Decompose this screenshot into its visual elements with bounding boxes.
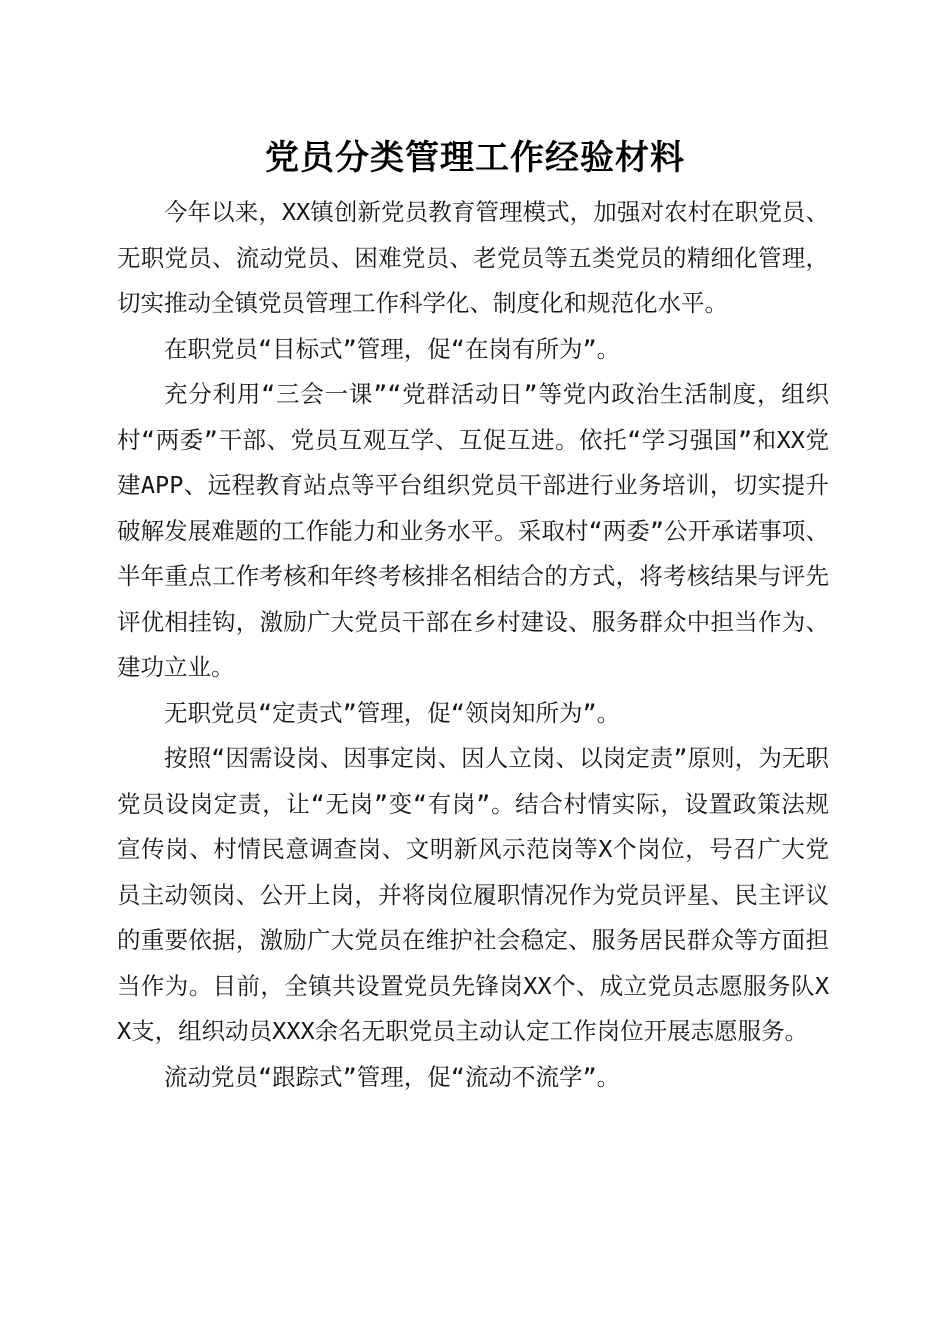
section-heading-unemployed-members: 无职党员“定责式”管理，促“领岗知所为”。 xyxy=(164,698,621,727)
section-heading-mobile-members: 流动党员“跟踪式”管理，促“流动不流学”。 xyxy=(164,1062,621,1091)
document-body xyxy=(117,190,829,1100)
section-heading-employed-members: 在职党员“目标式”管理，促“在岗有所为”。 xyxy=(164,334,621,363)
unemployed-members-paragraph: 按照“因需设岗、因事定岗、因人立岗、以岗定责”原则，为无职党员设岗定责，让“无岗”变“有岗”。结合村情实际，设置政策法规宣传岗、村情民意调查岗、文明新风示范岗等X个岗位，号召广大党员主动领岗、公开上岗，并将岗位履职情况作为党员评星、民主评议的重要依据，激励广大党员在维护社会稳定、服务居民群众等方面担当作为。目前，全镇共设置党员先锋岗XX个、成立党员志愿服务队XX支，组织动员XXX余名无职党员主动认定工作岗位开展志愿服务。 xyxy=(117,744,829,1045)
intro-paragraph: 今年以来，XX镇创新党员教育管理模式，加强对农村在职党员、无职党员、流动党员、困难党员、老党员等五类党员的精细化管理，切实推动全镇党员管理工作科学化、制度化和规范化水平。 xyxy=(117,198,829,317)
employed-members-paragraph: 充分利用“三会一课”“党群活动日”等党内政治生活制度，组织村“两委”干部、党员互观互学、互促互进。依托“学习强国”和XX党建APP、远程教育站点等平台组织党员干部进行业务培训，切实提升破解发展难题的工作能力和业务水平。采取村“两委”公开承诺事项、半年重点工作考核和年终考核排名相结合的方式，将考核结果与评先评优相挂钩，激励广大党员干部在乡村建设、服务群众中担当作为、建功立业。 xyxy=(117,380,829,681)
document-title: 党员分类管理工作经验材料 xyxy=(265,138,685,178)
